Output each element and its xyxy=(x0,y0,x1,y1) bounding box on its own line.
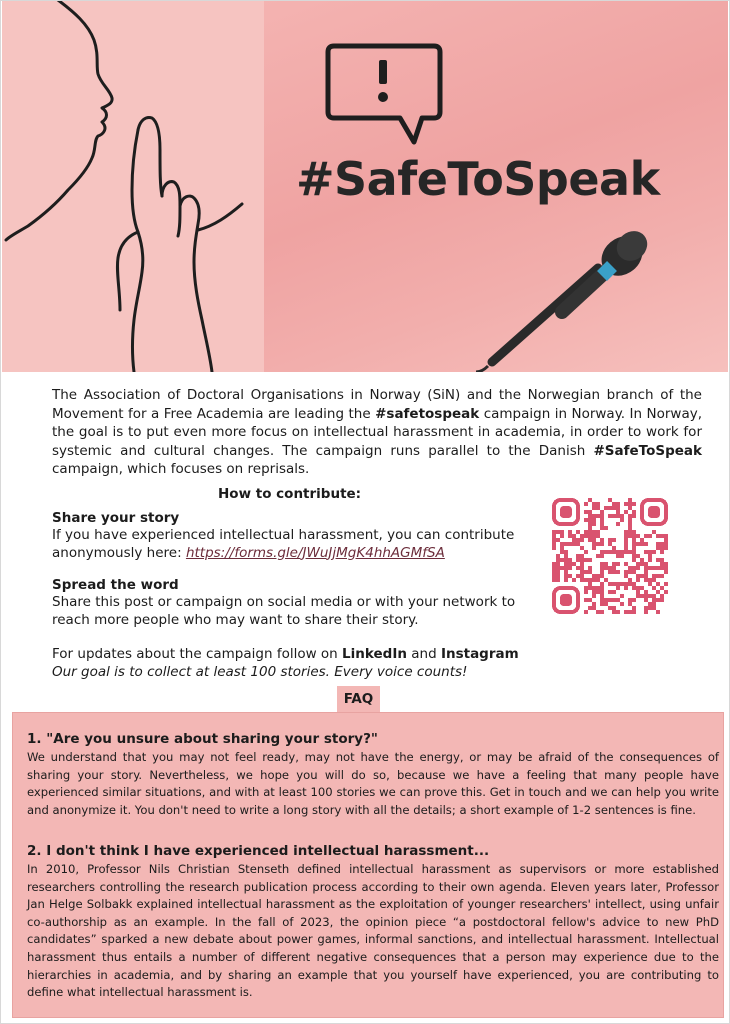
goal-text: Our goal is to collect at least 100 stories. Every voice counts! xyxy=(52,663,468,680)
share-story-link[interactable]: https://forms.gle/JWuJjMgK4hhAGMfSA xyxy=(185,544,445,561)
faq-answer-1: We understand that you may not feel ready, may not have the energy, or may be afraid of the consequences of sharing your story. Nevertheless, we hope you will do so, because we have a feeling that many people have experienced similar situations, and with at least 100 stories we can prove this. Get in touch and we can help you write and anonymize it. You don't need to write a long story with all the details; a short example of 1-2 sentences is fine. xyxy=(27,750,719,817)
updates-and: and xyxy=(406,646,441,662)
hero-banner xyxy=(2,0,728,372)
qr-code-icon[interactable] xyxy=(552,498,668,614)
speech-bubble-alert-icon xyxy=(328,46,440,142)
campaign-hashtag: #SafeToSpeak xyxy=(296,152,660,206)
faq-question-2: 2. I don't think I have experienced intellectual harassment... xyxy=(27,843,490,859)
intro-text-2: campaign in Norway. In Norway, the goal is to put even more focus on intellectual harassment in academia, in order to work for systemic and cultural changes. The campaign runs parallel to the Danish xyxy=(52,405,702,459)
share-story-text xyxy=(52,527,542,562)
intro-text-3: campaign, which focuses on reprisals. xyxy=(52,461,310,477)
shush-hand-icon xyxy=(6,0,242,372)
instagram-link[interactable]: Instagram xyxy=(440,646,519,662)
intro-text-1: The Association of Doctoral Organisations in Norway (SiN) and the Norwegian branch of the Movement for a Free Academia are leading the xyxy=(52,387,702,422)
spread-word-text: Share this post or campaign on social media or with your network to reach more people who may want to share their story. xyxy=(52,594,516,628)
share-story-title: Share your story xyxy=(52,510,180,526)
share-story-body: If you have experienced intellectual harassment, you can contribute anonymously here: xyxy=(52,527,515,561)
faq-answer-2: In 2010, Professor Nils Christian Stenseth defined intellectual harassment as supervisors or more established researchers controlling the research publication process according to their own agenda. Eleven years later, Professor Jan Helge Solbakk explained intellectual harassment as the exploitation of younger researchers' intellect, using unfair co-authorship as an example. In the fall of 2023, the opinion piece “a postdoctoral fellow's advice to new PhD candidates” sparked a new debate about power games, informal sanctions, and intellectual harassment. Intellectual harassment thus entails a number of different negative consequences that a person may experience due to the hierarchies in academia, and by sharing an example that you yourself have experienced, you are contributing to define what intellectual harassment is. xyxy=(27,862,719,1000)
faq-panel xyxy=(12,712,724,1018)
how-to-contribute-heading: How to contribute: xyxy=(218,486,362,502)
faq-tab: FAQ xyxy=(337,686,380,712)
intro-paragraph xyxy=(52,386,702,479)
intro-tag-2: #SafeToSpeak xyxy=(593,442,702,459)
faq-question-1: 1. "Are you unsure about sharing your story?" xyxy=(27,731,378,747)
linkedin-link[interactable]: LinkedIn xyxy=(342,646,407,662)
intro-tag-1: #safetospeak xyxy=(375,405,480,422)
updates-line xyxy=(52,646,519,664)
microphone-icon xyxy=(476,225,653,372)
updates-block xyxy=(52,646,519,681)
updates-prefix: For updates about the campaign follow on xyxy=(52,646,343,662)
spread-word-title: Spread the word xyxy=(52,577,179,593)
